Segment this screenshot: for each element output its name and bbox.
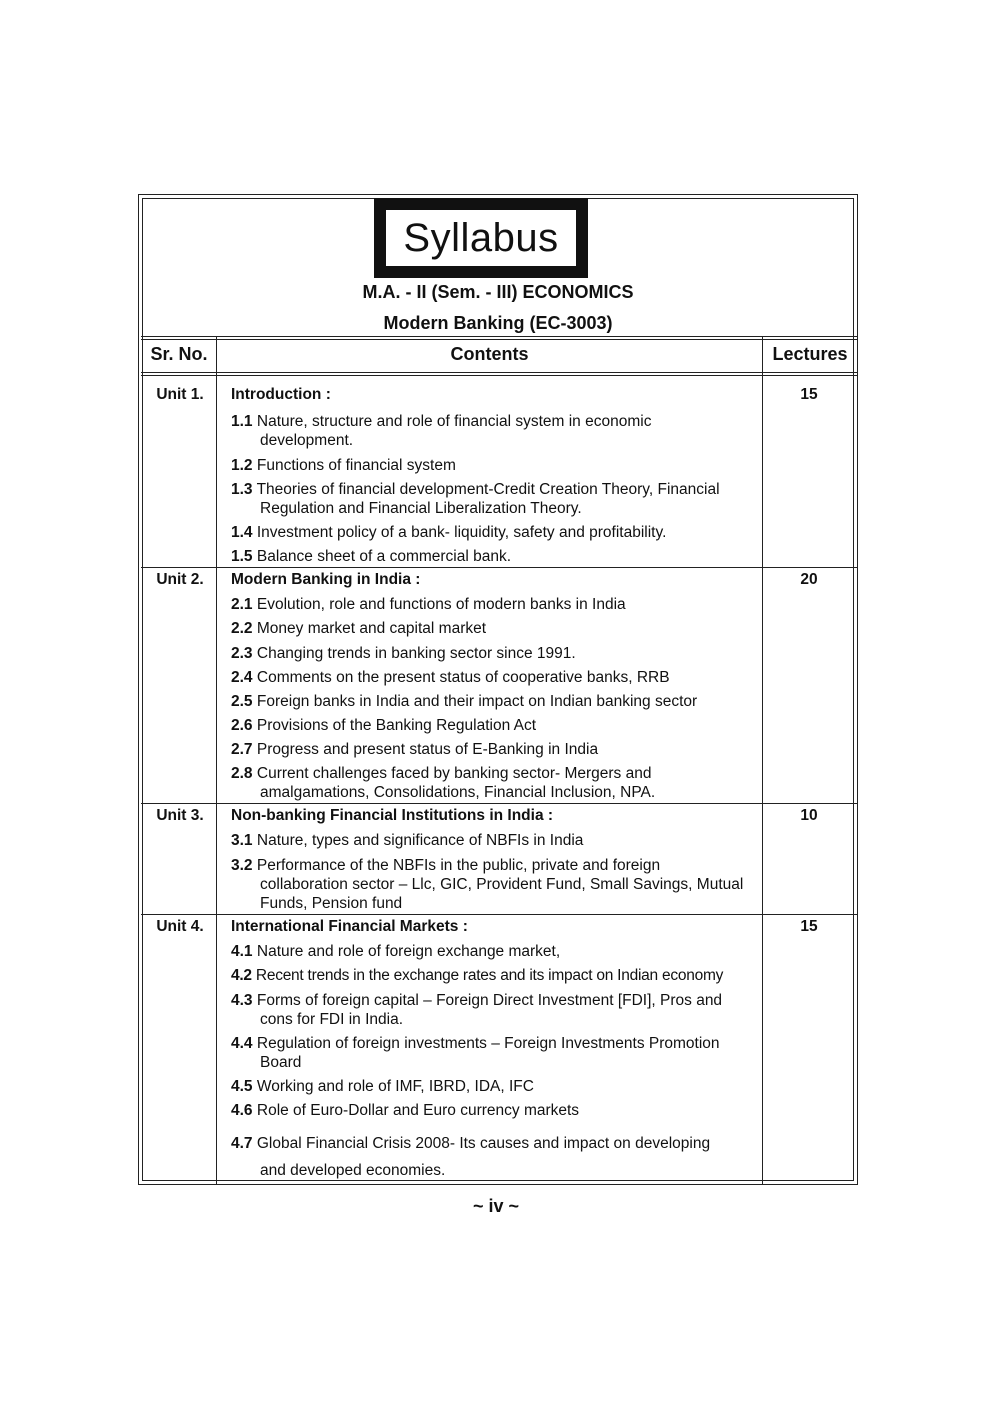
list-item: 1.2 Functions of financial system: [231, 457, 456, 474]
list-item: 2.4 Comments on the present status of cooperative banks, RRB: [231, 669, 670, 686]
paper-title: Modern Banking (EC-3003): [383, 313, 613, 333]
list-item: 2.7 Progress and present status of E-Banking in India: [231, 741, 599, 758]
unit-4-label: Unit 4.: [156, 918, 204, 935]
list-item: 4.4 Regulation of foreign investments – Foreign Investments Promotion Board: [231, 1035, 720, 1071]
unit-3-title: Non-banking Financial Institutions in India :: [231, 807, 554, 824]
list-item: 1.5 Balance sheet of a commercial bank.: [231, 548, 512, 565]
list-item: 2.8 Current challenges faced by banking sector- Mergers and amalgamations, Consolidations, Financial Inclusion, NPA.: [231, 765, 656, 801]
unit-3-label: Unit 3.: [156, 807, 204, 824]
header-lectures: Lectures: [772, 344, 848, 364]
syllabus-badge: [374, 198, 588, 278]
unit-separator-2: [141, 803, 857, 804]
list-item: 1.3 Theories of financial development-Credit Creation Theory, Financial Regulation and Financial Liberalization Theory.: [231, 481, 720, 517]
list-item: 4.2 Recent trends in the exchange rates and its impact on Indian economy: [231, 967, 724, 984]
unit-2-label: Unit 2.: [156, 571, 204, 588]
unit-2-lectures: 20: [800, 571, 818, 588]
unit-2-title: Modern Banking in India :: [231, 571, 421, 588]
list-item: 4.6 Role of Euro-Dollar and Euro currency markets: [231, 1102, 580, 1119]
header-sr-no: Sr. No.: [150, 344, 208, 364]
list-item: 2.1 Evolution, role and functions of modern banks in India: [231, 596, 626, 613]
course-title: M.A. - II (Sem. - III) ECONOMICS: [362, 282, 634, 302]
unit-4-title: International Financial Markets :: [231, 918, 468, 935]
list-item: 1.1 Nature, structure and role of financial system in economic development.: [231, 413, 652, 449]
list-item: 4.1 Nature and role of foreign exchange market,: [231, 943, 561, 960]
list-item: 2.5 Foreign banks in India and their impact on Indian banking sector: [231, 693, 698, 710]
list-item: 4.5 Working and role of IMF, IBRD, IDA, IFC: [231, 1078, 534, 1095]
column-divider-2: [762, 337, 763, 1185]
column-divider-1: [216, 337, 217, 1185]
unit-separator-3: [141, 914, 857, 915]
unit-1-lectures: 15: [800, 386, 818, 403]
unit-separator-1: [141, 567, 857, 568]
header-bottom-rule: [141, 372, 857, 373]
header-top-rule: [141, 336, 857, 337]
unit-1-title: Introduction :: [231, 386, 331, 403]
unit-1-label: Unit 1.: [156, 386, 204, 403]
list-item: 2.6 Provisions of the Banking Regulation Act: [231, 717, 537, 734]
list-item: 2.3 Changing trends in banking sector since 1991.: [231, 645, 576, 662]
header-bottom-rule-2: [141, 375, 857, 376]
page-number: ~ iv ~: [472, 1196, 520, 1216]
syllabus-title: Syllabus: [386, 210, 576, 266]
list-item: 3.2 Performance of the NBFIs in the public, private and foreign collaboration sector – Llc, GIC, Provident Fund, Small Savings, Mutual Funds, Pension fund: [231, 857, 744, 912]
list-item: 3.1 Nature, types and significance of NBFIs in India: [231, 832, 584, 849]
unit-3-lectures: 10: [800, 807, 818, 824]
header-contents: Contents: [450, 344, 529, 364]
list-item: 4.7 Global Financial Crisis 2008- Its causes and impact on developing and developed economies.: [231, 1135, 711, 1179]
list-item: 4.3 Forms of foreign capital – Foreign Direct Investment [FDI], Pros and cons for FDI in India.: [231, 992, 723, 1028]
unit-4-lectures: 15: [800, 918, 818, 935]
list-item: 2.2 Money market and capital market: [231, 620, 487, 637]
list-item: 1.4 Investment policy of a bank- liquidity, safety and profitability.: [231, 524, 667, 541]
header-top-rule-2: [141, 339, 857, 340]
